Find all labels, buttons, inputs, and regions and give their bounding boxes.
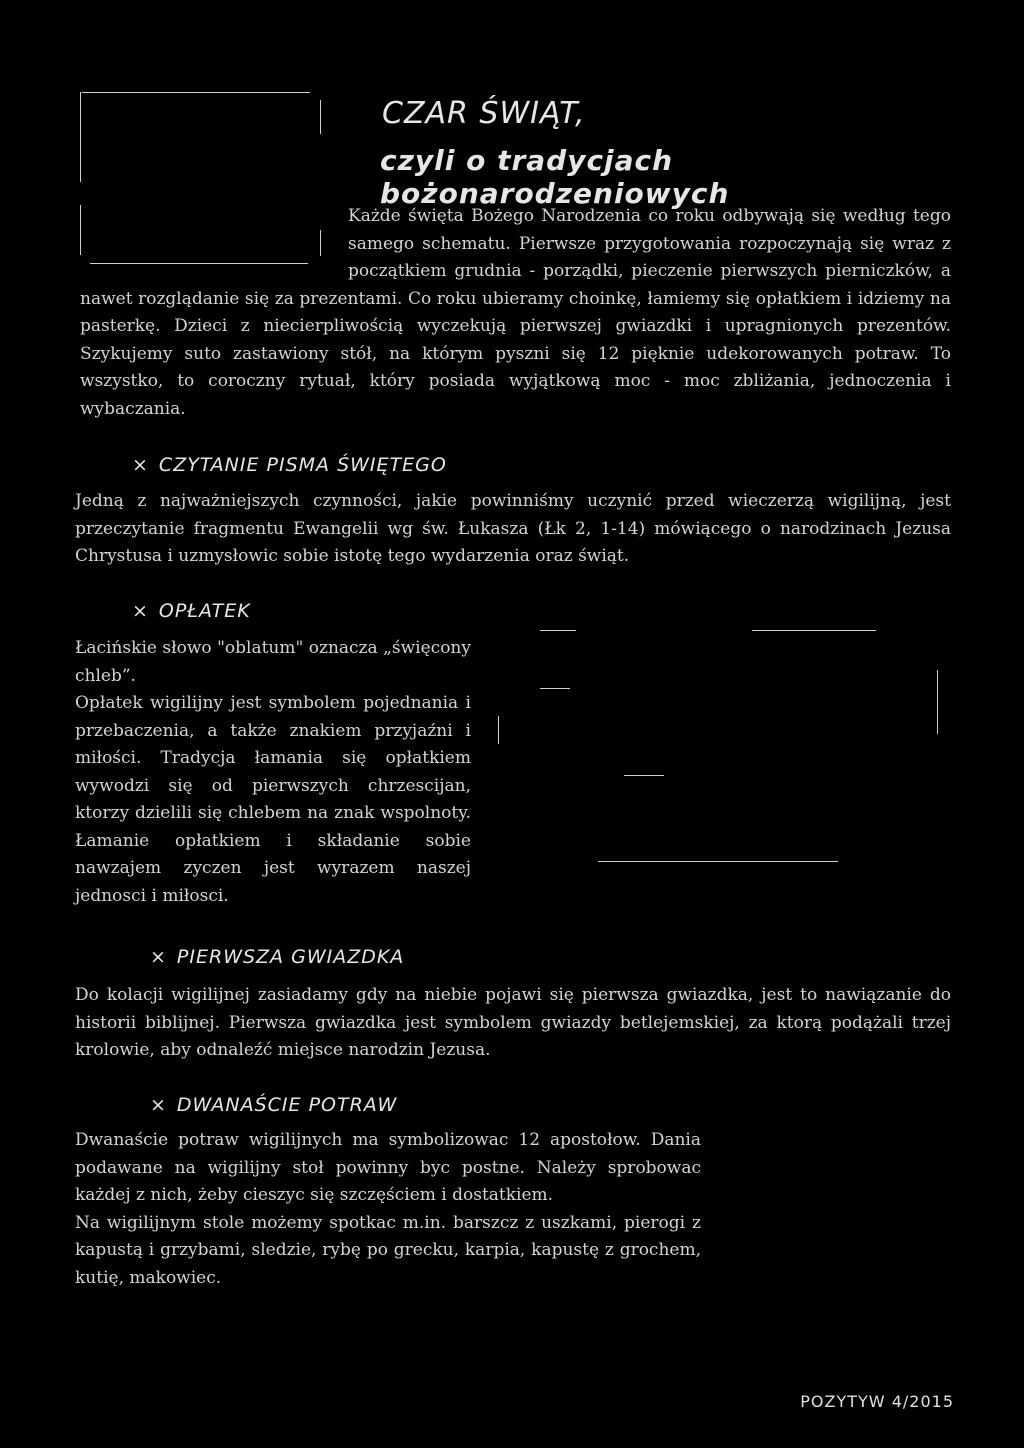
section-heading-potrawy (150, 1094, 397, 1116)
section-body-gwiazdka: Do kolacji wigilijnej zasiadamy gdy na niebie pojawi się pierwsza gwiazdka, jest to nawiązanie do historii biblijnej. Pierwsza gwiazdka jest symbolem gwiazdy betlejemskiej, za ktorą podążali trzej krolowie, aby odnaleźć miejsce narodzin Jezusa. (75, 985, 951, 1060)
cross-icon: × (150, 946, 167, 968)
issue-label: POZYTYW 4/2015 (800, 1392, 954, 1411)
section-heading-oplatek (132, 600, 251, 622)
cross-icon: × (132, 600, 149, 622)
section-heading-gwiazdka (150, 946, 404, 968)
section-body-oplatek: Łacińskie słowo "oblatum" oznacza „święcony chleb”. Opłatek wigilijny jest symbolem pojednania i przebaczenia, a także znakiem przyjaźni i miłości. Tradycja łamania się opłatkiem wywodzi się od pierwszych chrzescijan, ktorzy dzielili się chlebem na znak wspolnoty. Łamanie opłatkiem i składanie sobie nawzajem zyczen jest wyrazem naszej jednosci i miłosci. (75, 638, 471, 906)
section-heading-label: PIERWSZA GWIAZDKA (176, 946, 405, 968)
section-heading-label: CZYTANIE PISMA ŚWIĘTEGO (158, 454, 447, 476)
section-body-potrawy: Dwanaście potraw wigilijnych ma symbolizowac 12 apostołow. Dania podawane na wigilijny stoł powinny byc postne. Należy sprobowac każdej z nich, żeby cieszyc się szczęściem i dostatkiem. Na wigilijnym stole możemy spotkac m.in. barszcz z uszkami, pierogi z kapustą i grzybami, sledzie, rybę po grecku, karpia, kapustę z grochem, kutię, makowiec. (75, 1130, 701, 1288)
cross-icon: × (132, 454, 149, 476)
section-body-czytanie: Jedną z najważniejszych czynności, jakie powinniśmy uczynić przed wieczerzą wigilijną, jest przeczytanie fragmentu Ewangelii wg św. Łukasza (Łk 2, 1-14) mówiącego o narodzinach Jezusa Chrystusa i uzmysłowic sobie istotę tego wydarzenia oraz świąt. (75, 491, 951, 566)
page-subtitle: czyli o tradycjach bożonarodzeniowych (380, 144, 730, 210)
page-title: CZAR ŚWIĄT, (382, 96, 586, 131)
intro-paragraph: Każde święta Bożego Narodzenia co roku odbywają się według tego samego schematu. Pierwsze przygotowania rozpoczynają się wraz z początkiem grudnia - porządki, pieczenie pierwszych pierniczków, a nawet rozglądanie się za prezentami. Co roku ubieramy choinkę, łamiemy się opłatkiem i idziemy na pasterkę. Dzieci z niecierpliwością wyczekują pierwszej gwiazdki i upragnionych prezentów. Szykujemy suto zastawiony stół, na którym pyszni się 12 pięknie udekorowanych potraw. To wszystko, to coroczny rytuał, który posiada wyjątkową moc - moc zbliżania, jednoczenia i wybaczania. (80, 206, 951, 419)
section-heading-label: DWANAŚCIE POTRAW (176, 1094, 398, 1116)
cross-icon: × (150, 1094, 167, 1116)
section-heading-label: OPŁATEK (158, 600, 251, 622)
section-heading-czytanie (132, 454, 447, 476)
